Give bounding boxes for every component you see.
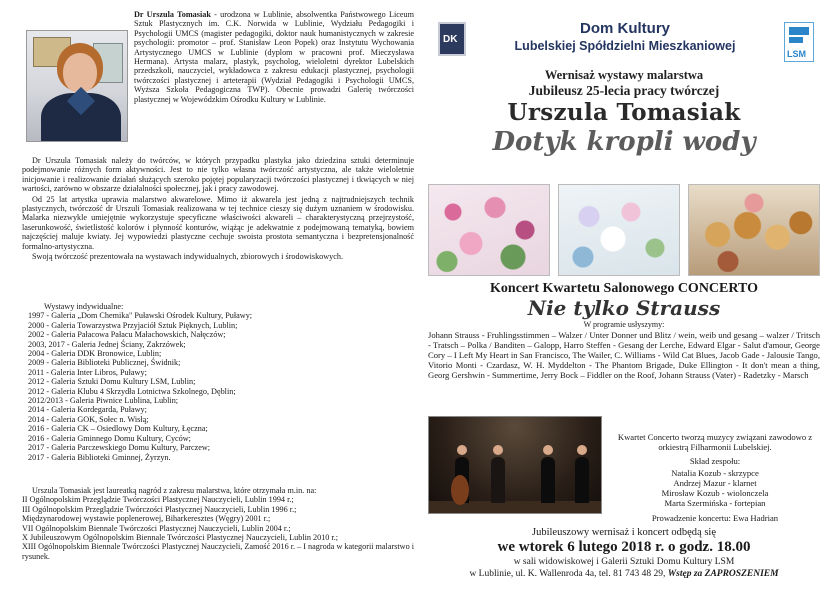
exhibitions-list (22, 311, 414, 462)
bio-section (22, 156, 414, 262)
list-item: 2012 - Galeria Sztuki Domu Kultury LSM, Lublin; (28, 377, 196, 387)
list-item: 2003, 2017 - Galeria Jednej Ściany, Zakrzówek; (28, 339, 186, 349)
concert-line: Koncert Kwartetu Salonowego CONCERTO (490, 281, 758, 296)
bio-paragraph: Swoją twórczość prezentowała na wystawach indywidualnych, zbiorowych i środowiskowych. (32, 252, 344, 262)
list-item: 2012/2013 - Galeria Piwnice Lublina, Lublin; (28, 396, 179, 406)
list-item: 2017 - Galeria Biblioteki Gminnej, Żyrzyn. (28, 452, 171, 462)
host: Prowadzenie koncertu: Ewa Hadrian (651, 513, 779, 524)
painting-flowers-pastel (558, 184, 680, 276)
member: Natalia Kozub - skrzypce (671, 467, 759, 478)
program-heading: W programie usłyszymy: (583, 320, 665, 329)
program-section (428, 320, 820, 380)
painting-flowers-pink (428, 184, 550, 276)
exhibition-title: Dotyk kropli wody (492, 127, 756, 157)
artist-title: Urszula Tomasiak (507, 99, 741, 126)
event-line: Jubileusz 25-lecia pracy twórczej (528, 83, 720, 98)
awards-section (22, 486, 414, 561)
list-item: 2004 - Galeria DDK Bronowice, Lublin; (28, 349, 162, 359)
bio-paragraph: Dr Urszula Tomasiak należy do twórców, w których przypadku plastyka jako dziedzina sztuki determinuje podejmowanie różnych form aktywności. Jest to nie tylko własna twórczość artystyczna, ale także wieloletnie inicjowanie i realizowanie działań służących szeroko pojętej popularyzacji twórczości plastycznej i tkwiących w niej wartości, zarówno w obszarze działalności społecznej, jak i pracy zawodowej. (22, 156, 414, 194)
member: Mirosław Kozub - wiolonczela (661, 488, 769, 499)
list-item: 2014 - Galeria Kordegarda, Puławy; (28, 405, 147, 415)
organizer-header (480, 20, 770, 54)
program-text: Johann Strauss - Fruhlingsstimmen – Walzer / Unter Donner und Blitz / wein, weib und gesang – walzer / Tritsch - Tratsch – Polka / Banditen – Galopp, Harro Steffen - Gesang der Lerche, Edward Elgar - Salut d'amour, George Cory – I Left My Heart in San Francisco, The Wailer, C. Williams - Wild Cat Blues, Jacob Gade - Jalousie Tango, Vitorio Monti - Czardasz, W. H. Myddelton - The Phantom Brigade, Duke Ellington - It don't mean a thing, Georg Gershwin - Summertime, Jerry Bock – Fiddler on the Roof, Johann Strauss (Vater) - Radetzky - Marsch (428, 330, 820, 380)
quartet-photo (428, 416, 602, 514)
exhibition-header (428, 68, 820, 157)
list-item: 1997 - Galeria „Dom Chemika" Puławski Ośrodek Kultury, Puławy; (28, 311, 253, 321)
event-details (428, 526, 820, 580)
artist-bio-column (22, 10, 414, 585)
event-date: we wtorek 6 lutego 2018 r. o godz. 18.00 (497, 539, 751, 555)
concert-header (428, 280, 820, 319)
ensemble-intro: Kwartet Concerto tworzą muzycy związani zawodowo z orkiestrą Filharmonii Lubelskiej. (617, 432, 813, 453)
member: Andrzej Mazur - klarnet (673, 477, 757, 488)
lsm-logo: LSM (784, 22, 814, 62)
artist-portrait-photo (26, 30, 128, 142)
list-item: Międzynarodowej wystawie poplenerowej, Biharkeresztes (Węgry) 2001 r.; (22, 514, 271, 524)
exhibitions-section (22, 302, 414, 462)
list-item: 2000 - Galeria Towarzystwa Przyjaciół Sztuk Pięknych, Lublin; (28, 320, 238, 330)
list-item: III Ogólnopolskim Przeglądzie Twórczości Plastycznej Nauczycieli, Lublin 1996 r.; (22, 504, 297, 514)
member: Marta Szermińska - fortepian (664, 498, 766, 509)
intro-text: - urodzona w Lublinie, absolwentka Państwowego Liceum Sztuk Plastycznych im. C.K. Norwida w Lublinie, Wydziału Pedagogiki i Psychologii UMCS (magister pedagogiki, doktor nauk humanistycznych w zakresie psychologii: promotor – prof. Stanisław Leon Popek) oraz Instytutu Wychowania Artystycznego UMCS w Lublinie (dyplom w pracowni prof. Mieczysława Hermana). Artysta malarz, plastyk, psycholog, wieloletni dyrektor Lubelskich przedszkoli, nauczyciel, wykładowca z zakresu edukacji plastycznej, psychologii twórczości plastycznej i arteterapii (Wydział Pedagogiki i Psychologii UMCS, Wyższa Szkoła Pedagogiczna TWP). Obecnie prowadzi Galerię twórczości plastycznej w Wojewódzkim Ośrodku Kultury w Lublinie. (134, 10, 414, 104)
organizer-name: Dom Kultury (580, 20, 670, 37)
list-item: 2014 - Galeria GOK, Sołec n. Wisłą; (28, 414, 149, 424)
event-line: Wernisaż wystawy malarstwa (544, 68, 704, 82)
footer-intro: Jubileuszowy wernisaż i koncert odbędą się (532, 527, 716, 538)
ensemble-heading: Skład zespołu: (689, 456, 741, 467)
list-item: X Jubileuszowym Ogólnopolskim Biennale Twórczości Plastycznej Nauczycieli, Lublin 2010 r.; (22, 533, 339, 543)
list-item: 2009 - Galeria Biblioteki Publicznej, Świdnik; (28, 358, 181, 368)
event-place: w sali widowiskowej i Galerii Sztuki Domu Kultury LSM (513, 557, 735, 567)
artist-intro (134, 10, 414, 104)
ensemble-section (610, 432, 820, 524)
entry-note: Wstęp za ZAPROSZENIEM (667, 569, 779, 579)
list-item: VII Ogólnopolskim Biennale Twórczości Plastycznej Nauczycieli, Lublin 2004 r.; (22, 523, 291, 533)
list-item: II Ogólnopolskim Przeglądzie Twórczości Plastycznej Nauczycieli, Lublin 1994 r.; (22, 495, 294, 505)
list-item: 2016 - Galeria Gminnego Domu Kultury, Cyców; (28, 433, 191, 443)
concert-title: Nie tylko Strauss (527, 296, 721, 320)
dk-logo: DK (438, 22, 466, 56)
awards-intro: Urszula Tomasiak jest laureatką nagród z zakresu malarstwa, które otrzymała m.in. na: (32, 486, 317, 495)
list-item: 2017 - Galeria Parczewskiego Domu Kultury, Parczew; (28, 443, 211, 453)
list-item: 2016 - Galeria CK – Osiedlowy Dom Kultury, Łęczna; (28, 424, 208, 434)
organizer-subname: Lubelskiej Spółdzielni Mieszkaniowej (514, 39, 736, 53)
artist-name: Dr Urszula Tomasiak (134, 10, 211, 19)
painting-onions-still-life (688, 184, 820, 276)
event-column (428, 8, 820, 586)
list-item: 2011 - Galeria Inter Libros, Puławy; (28, 367, 147, 377)
list-item: XIII Ogólnopolskim Biennale Twórczości Plastycznej Nauczycieli, Zamość 2016 r. – I nagroda w kategorii malarstwo i rysunek. (22, 542, 414, 561)
list-item: 2012 - Galeria Klubu 4 Skrzydła Lotnictwa Szkolnego, Dęblin; (28, 386, 236, 396)
event-address: w Lublinie, ul. K. Wallenroda 4a, tel. 81 743 48 29, Wstęp za ZAPROSZENIEM (469, 569, 779, 579)
bio-paragraph: Od 25 lat artystka uprawia malarstwo akwarelowe. Mimo iż akwarela jest jedną z najtrudniejszych technik plastycznych, twórczość dr Urszuli Tomasiak realizowana w tej technice cieszy się dużym uznaniem w środowisku. Malarka niezwykle umiejętnie wykorzystuje specyficzne właściwości akwareli – charakterystyczną przejrzystość, laserunkowość, świetlistość kolorów i płynność konturów, wiążąc je adekwatnie z podejmowaną tematyką, bowiem najczęściej maluje kwiaty. Jej wypowiedzi plastyczne cechuje swoista prostota semantyczna i bezpretensjonalność formalno-artystyczna. (22, 194, 414, 251)
exhibitions-heading: Wystawy indywidualne: (44, 302, 124, 311)
list-item: 2002 - Galeria Pałacowa Pałacu Małachowskich, Nałęczów; (28, 330, 226, 340)
